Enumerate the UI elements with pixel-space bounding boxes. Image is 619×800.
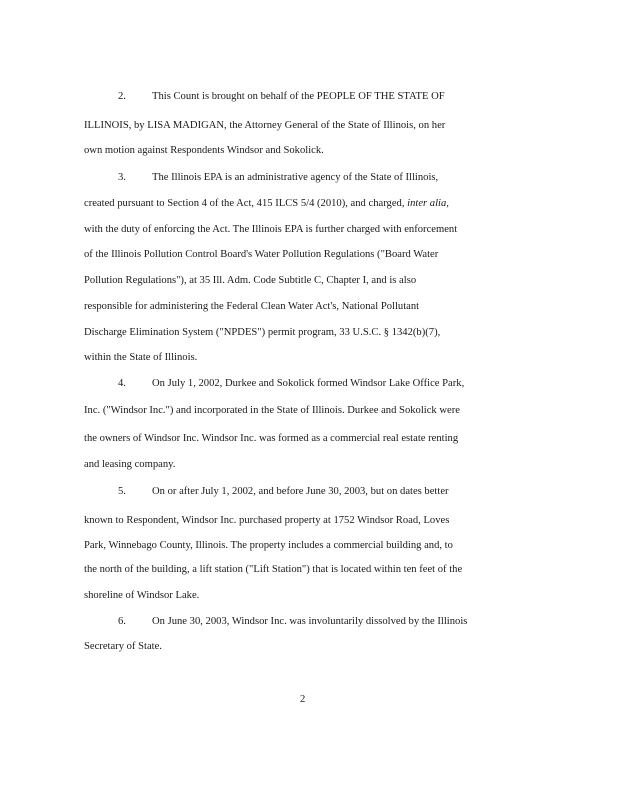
paragraph-number: 4. [118, 378, 126, 389]
paragraph-line: On or after July 1, 2002, and before June 30, 2003, but on dates better [152, 486, 449, 497]
italic-phrase: inter alia, [407, 198, 449, 209]
page-number: 2 [300, 694, 306, 705]
paragraph-line: Pollution Regulations"), at 35 Ill. Adm. Code Subtitle C, Chapter I, and is also [84, 275, 417, 286]
paragraph-line: with the duty of enforcing the Act. The Illinois EPA is further charged with enforcement [84, 224, 458, 235]
paragraph-line: Secretary of State. [84, 641, 162, 652]
paragraph-number: 3. [118, 172, 126, 183]
paragraph-line: Park, Winnebago County, Illinois. The property includes a commercial building and, to [84, 540, 453, 551]
paragraph-line: the owners of Windsor Inc. Windsor Inc. was formed as a commercial real estate renting [84, 433, 459, 444]
paragraph-line [84, 197, 449, 211]
paragraph-number: 2. [118, 91, 126, 102]
paragraph-line: within the State of Illinois. [84, 352, 198, 363]
paragraph-line: This Count is brought on behalf of the PEOPLE OF THE STATE OF [152, 91, 445, 102]
paragraph-line: On July 1, 2002, Durkee and Sokolick formed Windsor Lake Office Park, [152, 378, 465, 389]
paragraph-line: The Illinois EPA is an administrative agency of the State of Illinois, [152, 172, 439, 183]
paragraph-line-text: created pursuant to Section 4 of the Act, 415 ILCS 5/4 (2010), and charged, [84, 198, 408, 209]
paragraph-line: the north of the building, a lift station ("Lift Station") that is located within ten feet of the [84, 564, 463, 575]
paragraph-line: shoreline of Windsor Lake. [84, 590, 200, 601]
paragraph-number: 5. [118, 486, 126, 497]
paragraph-line: Inc. ("Windsor Inc.") and incorporated in the State of Illinois. Durkee and Sokolick were [84, 405, 460, 416]
paragraph-line: and leasing company. [84, 459, 176, 470]
paragraph-number: 6. [118, 616, 126, 627]
paragraph-line: known to Respondent, Windsor Inc. purchased property at 1752 Windsor Road, Loves [84, 515, 450, 526]
paragraph-line: On June 30, 2003, Windsor Inc. was involuntarily dissolved by the Illinois [152, 616, 468, 627]
paragraph-line: Discharge Elimination System ("NPDES") permit program, 33 U.S.C. § 1342(b)(7), [84, 327, 441, 338]
paragraph-line: of the Illinois Pollution Control Board's Water Pollution Regulations ("Board Water [84, 249, 439, 260]
paragraph-line: own motion against Respondents Windsor and Sokolick. [84, 145, 324, 156]
paragraph-line: responsible for administering the Federal Clean Water Act's, National Pollutant [84, 301, 420, 312]
paragraph-line: ILLINOIS, by LISA MADIGAN, the Attorney General of the State of Illinois, on her [84, 120, 446, 131]
